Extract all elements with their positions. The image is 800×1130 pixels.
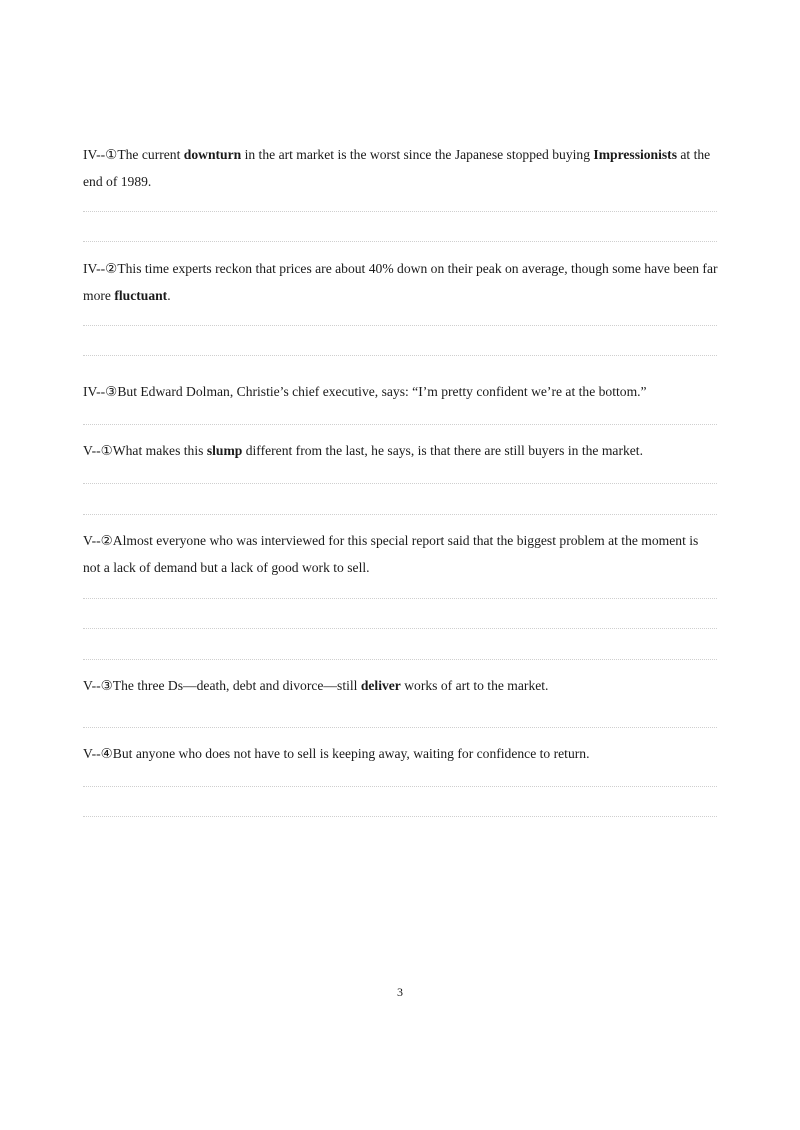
- answer-line: [83, 483, 717, 484]
- sentence-text: at the end of 1989.: [83, 147, 711, 189]
- sentence-text: IV--②This time experts reckon that prices are about 40% down on their peak on average, though some have been far more: [83, 261, 718, 303]
- vocab-term: slump: [206, 443, 243, 458]
- page-number: 3: [397, 985, 403, 999]
- sentence-text: V--④But anyone who does not have to sell is keeping away, waiting for confidence to return.: [83, 746, 590, 761]
- sentence-text: works of art to the market.: [400, 678, 549, 693]
- sentence-text: V--①What makes this: [83, 443, 207, 458]
- vocab-term: downturn: [183, 147, 242, 162]
- answer-line: [83, 816, 717, 817]
- sentence-text: .: [167, 288, 171, 303]
- sentence-v-4: [83, 740, 719, 767]
- answer-line: [83, 355, 717, 356]
- answer-line: [83, 786, 717, 787]
- answer-line: [83, 211, 717, 212]
- sentence-text: IV--③But Edward Dolman, Christie’s chief executive, says: “I’m pretty confident we’re at the bottom.”: [83, 384, 647, 399]
- sentence-text: V--③The three Ds—death, debt and divorce—still: [83, 678, 361, 693]
- answer-line: [83, 659, 717, 660]
- sentence-text: V--②Almost everyone who was interviewed for this special report said that the biggest problem at the moment is not a lack of demand but a lack of good work to sell.: [83, 533, 699, 575]
- sentence-iv-2: [83, 255, 719, 309]
- answer-line: [83, 598, 717, 599]
- vocab-term: fluctuant: [114, 288, 168, 303]
- vocab-term: deliver: [360, 678, 401, 693]
- answer-line: [83, 325, 717, 326]
- answer-line: [83, 628, 717, 629]
- answer-line: [83, 241, 717, 242]
- sentence-text: different from the last, he says, is that there are still buyers in the market.: [242, 443, 643, 458]
- sentence-v-1: [83, 437, 719, 464]
- sentence-iv-1: [83, 141, 719, 195]
- answer-line: [83, 424, 717, 425]
- sentence-text: IV--①The current: [83, 147, 184, 162]
- sentence-iv-3: [83, 378, 719, 405]
- sentence-v-2: [83, 527, 719, 581]
- sentence-v-3: [83, 672, 719, 699]
- answer-line: [83, 514, 717, 515]
- vocab-term: Impressionists: [593, 147, 677, 162]
- sentence-text: in the art market is the worst since the Japanese stopped buying: [241, 147, 594, 162]
- answer-line: [83, 727, 717, 728]
